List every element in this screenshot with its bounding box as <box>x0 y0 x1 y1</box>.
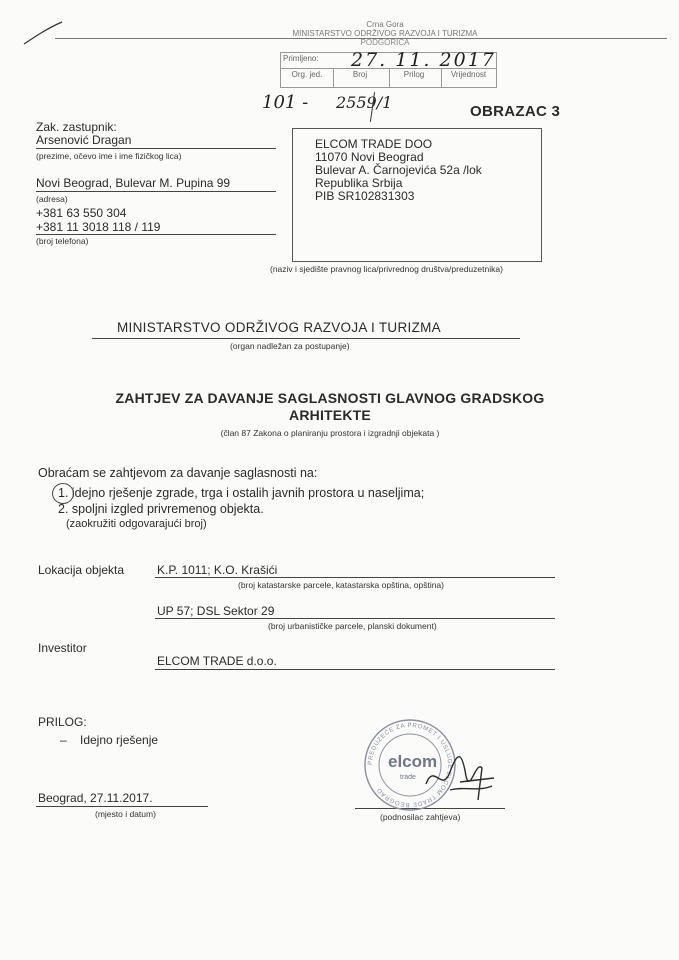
company-line-3: Bulevar A. Čarnojevića 52a /lok <box>315 163 482 177</box>
location-parcel: K.P. 1011; K.O. Krašići <box>157 563 278 577</box>
pen-mark <box>20 18 65 48</box>
attachment-dash: – <box>60 733 67 747</box>
place-date: Beograd, 27.11.2017. <box>38 791 153 805</box>
received-date: 27. 11. 2017 <box>351 49 496 71</box>
attachment-item: Idejno rješenje <box>80 733 159 747</box>
stamp-logo: elcom <box>388 752 438 771</box>
col-att: Prilog <box>403 70 425 79</box>
col-val: Vrijednost <box>450 70 487 79</box>
title-line-2: ARHITEKTE <box>289 407 371 423</box>
request-intro: Obraćam se zahtjevom za davanje saglasnosti na: <box>38 466 318 480</box>
parcel-caption: (broj katastarske parcele, katastarska opština, opština) <box>238 580 444 590</box>
company-caption: (naziv i sjedište pravnog lica/privrednog društva/preduzetnika) <box>270 264 503 274</box>
rep-label: Zak. zastupnik: <box>36 120 117 134</box>
name-caption: (prezime, očevo ime i ime fizičkog lica) <box>36 151 182 161</box>
stamp-header-2: MINISTARSTVO ODRŽIVOG RAZVOJA I TURIZMA <box>292 29 478 38</box>
stamp-header-3: PODGORICA <box>360 38 410 47</box>
org-value: 101 - <box>262 92 309 113</box>
title-subtitle: (član 87 Zakona o planiranju prostora i izgradnji objekata ) <box>220 428 440 438</box>
registry-stamp <box>255 20 515 47</box>
company-line-5: PIB SR102831303 <box>315 189 415 203</box>
stamp-ring-text: PREDUZEĆE ZA PROMET I USLUGE ELCOM TRADE BEOGRAD <box>366 721 454 809</box>
received-label: Primljeno: <box>283 54 319 63</box>
applicant-address: Novi Beograd, Bulevar M. Pupina 99 <box>36 176 231 190</box>
place-caption: (mjesto i datum) <box>95 809 156 819</box>
title-line-1: ZAHTJEV ZA DAVANJE SAGLASNOSTI GLAVNOG GRADSKOG <box>115 390 545 406</box>
stamp-header-1: Crna Gora <box>366 20 404 29</box>
authority-name: MINISTARSTVO ODRŽIVOG RAZVOJA I TURIZMA <box>117 320 441 335</box>
signature <box>420 742 500 810</box>
investor-value: ELCOM TRADE d.o.o. <box>157 654 277 668</box>
company-line-4: Republika Srbija <box>315 176 403 190</box>
signature-caption: (podnosilac zahtjeva) <box>380 812 461 822</box>
num-value: 2559/1 <box>336 93 393 112</box>
authority-caption: (organ nadležan za postupanje) <box>230 341 350 351</box>
applicant-name: Arsenović Dragan <box>36 133 132 147</box>
company-line-1: ELCOM TRADE DOO <box>315 137 433 151</box>
phone-2: +381 11 3018 118 / 119 <box>36 220 161 234</box>
request-option-2: 2. spoljni izgled privremenog objekta. <box>58 502 264 516</box>
stamp-logo-sub: trade <box>400 774 416 781</box>
location-urban: UP 57; DSL Sektor 29 <box>157 604 275 618</box>
selection-circle <box>52 483 74 504</box>
attachment-label: PRILOG: <box>38 715 87 729</box>
urban-caption: (broj urbanističke parcele, planski dokument) <box>268 621 437 631</box>
address-caption: (adresa) <box>36 194 68 204</box>
phone-1: +381 63 550 304 <box>36 206 127 220</box>
request-instruction: (zaokružiti odgovarajući broj) <box>66 518 207 530</box>
location-label: Lokacija objekta <box>38 563 125 577</box>
registry-table <box>280 49 497 88</box>
phone-caption: (broj telefona) <box>36 236 89 246</box>
company-box <box>292 128 542 262</box>
form-label: OBRAZAC 3 <box>470 103 561 120</box>
request-option-1: 1. idejno rješenje zgrade, trga i ostalih javnih prostora u naseljima; <box>58 486 425 500</box>
col-org: Org. jed. <box>291 70 323 79</box>
col-num: Broj <box>352 70 368 79</box>
investor-label: Investitor <box>38 641 87 655</box>
company-line-2: 11070 Novi Beograd <box>315 150 424 164</box>
